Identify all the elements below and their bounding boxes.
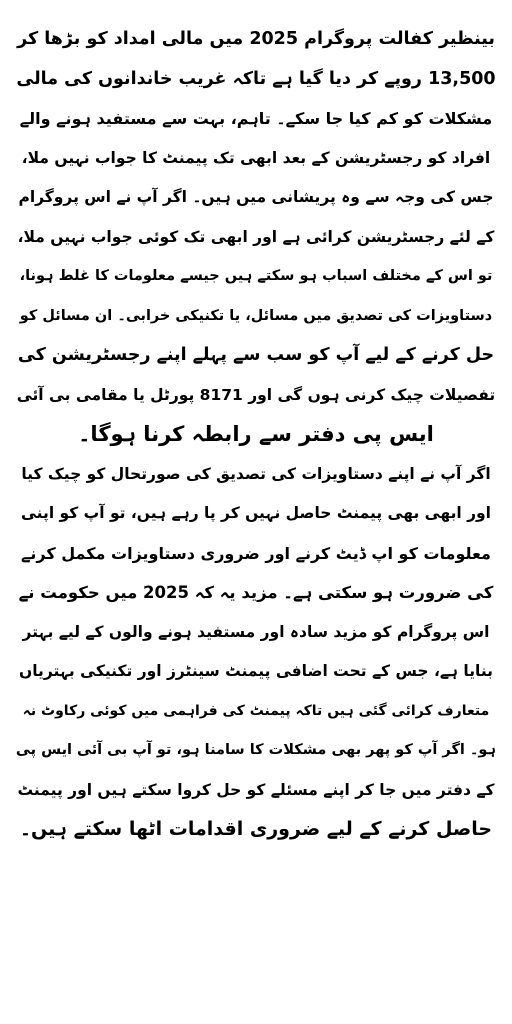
text-line: حل کرنے کے لیے آپ کو سب سے پہلے اپنے رجسٹریشن کی [17, 345, 495, 365]
text-line: کی ضرورت ہو سکتی ہے۔ مزید یہ کہ 2025 میں حکومت نے [18, 583, 494, 602]
paragraph-1 [16, 20, 496, 455]
text-line: بینظیر کفالت پروگرام 2025 میں مالی امداد کو بڑھا کر [17, 29, 495, 49]
text-line: کے دفتر میں جا کر اپنے مسئلے کو حل کروا سکتے ہیں اور پیمنٹ [17, 780, 495, 799]
text-line: معلومات کو اپ ڈیٹ کرنے اور ضروری دستاویزات مکمل کرنے [21, 543, 491, 563]
text-line: بنایا ہے، جس کے تحت اضافی پیمنٹ سینٹرز اور تکنیکی بہتریاں [19, 662, 493, 680]
text-line: اور ابھی بھی پیمنٹ حاصل نہیں کر پا رہے ہیں، تو آپ کو اپنی [21, 504, 491, 522]
text-line: کے لئے رجسٹریشن کرائی ہے اور ابھی تک کوئی جواب نہیں ملا، [17, 227, 495, 246]
text-line: 13,500 روپے کر دیا گیا ہے تاکہ غریب خاندانوں کی مالی [16, 68, 496, 89]
text-line: تفصیلات چیک کرنی ہوں گی اور 8171 پورٹل یا مقامی بی آئی [16, 385, 496, 404]
text-line: اس پروگرام کو مزید سادہ اور مستفید ہونے والوں کے لیے بہتر [22, 622, 490, 641]
text-line: ہو۔ اگر آپ کو پھر بھی مشکلات کا سامنا ہو، تو آپ بی آئی ایس پی [16, 742, 496, 758]
text-line: ایس پی دفتر سے رابطہ کرنا ہوگا۔ [78, 422, 434, 446]
text-line: دستاویزات کی تصدیق میں مسائل، یا تکنیکی خرابی۔ ان مسائل کو [19, 307, 493, 324]
text-line: مشکلات کو کم کیا جا سکے۔ تاہم، بہت سے مستفید ہونے والے [19, 109, 493, 128]
text-line: افراد کو رجسٹریشن کے بعد ابھی تک پیمنٹ کا جواب نہیں ملا، [21, 148, 491, 167]
text-line: اگر آپ نے اپنے دستاویزات کی تصدیق کی صورتحال کو چیک کیا [21, 464, 491, 483]
text-line: تو اس کے مختلف اسباب ہو سکتے ہیں جیسے معلومات کا غلط ہونا، [19, 268, 493, 284]
text-line: حاصل کرنے کے لیے ضروری اقدامات اٹھا سکتے ہیں۔ [19, 818, 493, 840]
text-line: جس کی وجہ سے وہ پریشانی میں ہیں۔ اگر آپ نے اس پروگرام [18, 188, 494, 206]
paragraph-2 [16, 455, 496, 850]
text-line: متعارف کرائی گئی ہیں تاکہ پیمنٹ کی فراہمی میں کوئی رکاوٹ نہ [22, 702, 490, 719]
